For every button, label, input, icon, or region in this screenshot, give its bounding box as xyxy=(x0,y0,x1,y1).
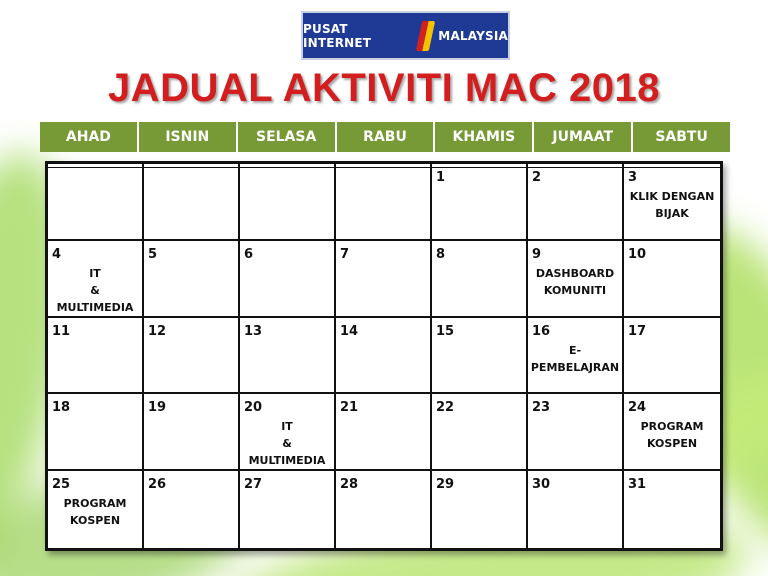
weekday-label: ISNIN xyxy=(139,122,238,152)
calendar-day-number: 9 xyxy=(532,246,542,262)
page-title: JADUAL AKTIVITI MAC 2018 xyxy=(107,66,661,110)
weekday-label: AHAD xyxy=(40,122,139,152)
weekday-label: KHAMIS xyxy=(435,122,534,152)
calendar-cell xyxy=(336,318,432,395)
calendar-day-number: 23 xyxy=(532,400,551,416)
calendar-cell xyxy=(240,318,336,395)
calendar-event: E- PEMBELAJRAN xyxy=(530,343,620,374)
weekday-label: SABTU xyxy=(633,122,730,152)
calendar-day-number: 11 xyxy=(52,323,71,339)
calendar-day-number: 12 xyxy=(148,323,167,339)
calendar-day-number: 2 xyxy=(532,170,542,185)
calendar-cell xyxy=(336,471,432,548)
calendar-day-number: 8 xyxy=(436,246,446,262)
calendar-day-number: 21 xyxy=(340,400,359,416)
calendar-day-number: 27 xyxy=(244,477,263,493)
calendar-cell xyxy=(144,241,240,318)
calendar-day-number: 3 xyxy=(628,170,638,185)
calendar-day-number: 10 xyxy=(628,246,647,262)
calendar-day-number: 24 xyxy=(628,400,647,416)
calendar-cell xyxy=(432,394,528,471)
calendar-cell xyxy=(144,394,240,471)
calendar-event: PROGRAM KOSPEN xyxy=(63,497,127,528)
calendar-day-number: 18 xyxy=(52,400,71,416)
weekday-header xyxy=(40,122,730,152)
calendar-day-number: 29 xyxy=(436,477,455,493)
weekday-label: SELASA xyxy=(238,122,337,152)
calendar-cell xyxy=(432,318,528,395)
calendar-day-number: 1 xyxy=(436,170,446,185)
calendar-cell xyxy=(48,318,144,395)
weekday-label: JUMAAT xyxy=(534,122,633,152)
logo-mark-icon xyxy=(416,21,436,51)
calendar-day-number: 30 xyxy=(532,477,551,493)
calendar-event: DASHBOARD KOMUNITI xyxy=(535,266,615,297)
calendar-event: IT & MULTIMEDIA xyxy=(56,266,134,314)
calendar-day-number: 25 xyxy=(52,477,71,493)
calendar-cell xyxy=(624,471,720,548)
calendar-cell xyxy=(336,241,432,318)
calendar-cell xyxy=(144,471,240,548)
calendar-cell xyxy=(240,241,336,318)
calendar-event: PROGRAM KOSPEN xyxy=(640,420,704,451)
calendar-day-number: 4 xyxy=(52,246,62,262)
logo-right-text: MALAYSIA xyxy=(438,28,508,43)
calendar-cell xyxy=(624,318,720,395)
calendar-cell xyxy=(528,164,624,241)
pusat-internet-logo xyxy=(301,11,510,60)
calendar-cell xyxy=(48,164,144,241)
calendar-cell xyxy=(624,394,720,471)
calendar-event: KLIK DENGAN BIJAK xyxy=(629,190,715,220)
calendar-cell xyxy=(624,241,720,318)
calendar-cell xyxy=(144,318,240,395)
calendar-cell xyxy=(528,394,624,471)
calendar-day-number: 31 xyxy=(628,477,647,493)
calendar-day-number: 16 xyxy=(532,323,551,339)
calendar-day-number: 28 xyxy=(340,477,359,493)
calendar-cell xyxy=(48,394,144,471)
calendar-grid xyxy=(45,161,723,551)
calendar-cell xyxy=(528,471,624,548)
calendar-cell xyxy=(528,318,624,395)
calendar-day-number: 17 xyxy=(628,323,647,339)
calendar-day-number: 15 xyxy=(436,323,455,339)
calendar-cell xyxy=(48,471,144,548)
calendar-cell xyxy=(432,471,528,548)
calendar-day-number: 26 xyxy=(148,477,167,493)
calendar-cell xyxy=(240,394,336,471)
calendar-cell xyxy=(528,241,624,318)
calendar-day-number: 6 xyxy=(244,246,254,262)
calendar-cell xyxy=(336,394,432,471)
calendar-cell xyxy=(48,241,144,318)
calendar-cell xyxy=(432,164,528,241)
calendar-cell xyxy=(336,164,432,241)
calendar-day-number: 22 xyxy=(436,400,455,416)
calendar-event: IT & MULTIMEDIA xyxy=(248,420,326,468)
calendar-cell xyxy=(240,471,336,548)
weekday-label: RABU xyxy=(337,122,436,152)
logo-left-text: PUSAT INTERNET xyxy=(303,21,372,50)
calendar-day-number: 19 xyxy=(148,400,167,416)
calendar-day-number: 20 xyxy=(244,400,263,416)
calendar-cell xyxy=(144,164,240,241)
calendar-day-number: 14 xyxy=(340,323,359,339)
calendar-day-number: 5 xyxy=(148,246,158,262)
calendar-cell xyxy=(240,164,336,241)
calendar-cell xyxy=(624,164,720,241)
calendar-day-number: 13 xyxy=(244,323,263,339)
calendar-day-number: 7 xyxy=(340,246,350,262)
calendar-cell xyxy=(432,241,528,318)
